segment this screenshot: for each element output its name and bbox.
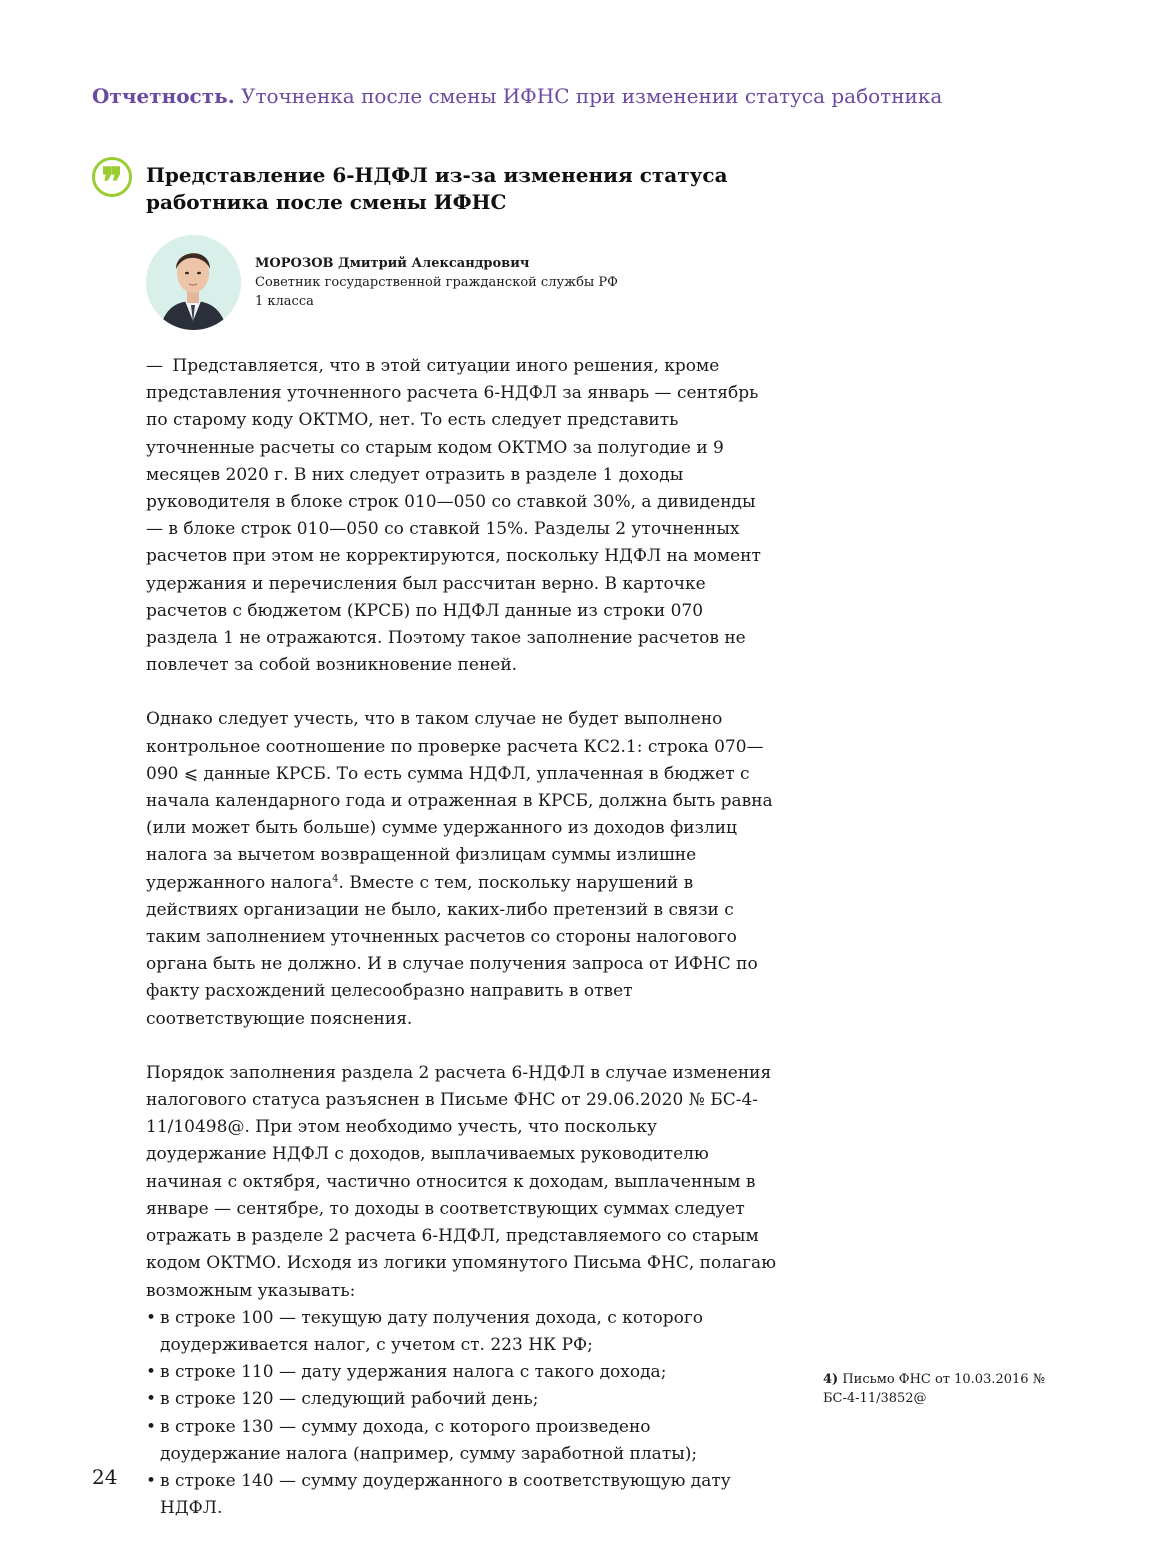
author-name: МОРОЗОВ Дмитрий Александрович [255,256,530,271]
paragraph-3 [146,1060,776,1305]
running-header [92,82,1092,110]
author-position: Советник государственной гражданской службы РФ [255,275,618,290]
article-body [146,353,776,1522]
footnote-number: 4) [823,1372,839,1387]
paragraph-1-text: Представляется, что в этой ситуации иного решения, кроме представления уточненного расчета 6-НДФЛ за январь — сентябрь по старому коду ОКТМО, нет. То есть следует представить уточненные расчеты со старым кодом ОКТМО за полугодие и 9 месяцев 2020 г. В них следует отразить в разделе 1 доходы руководителя в блоке строк 010—050 со ставкой 30%, а дивиденды — в блоке строк 010—050 со ставкой 15%. Разделы 2 уточненных расчетов при этом не корректируются, поскольку НДФЛ на момент удержания и перечисления был рассчитан верно. В карточке расчетов с бюджетом (КРСБ) по НДФЛ данные из строки 070 раздела 1 не отражаются. Поэтому такое заполнение расчетов не повлечет за собой возникновение пеней. [146,356,761,676]
header-title: Уточненка после смены ИФНС при изменении статуса работника [241,84,943,108]
list-item: • в строке 100 — текущую дату получения дохода, с которого доудерживается налог, с учетом ст. 223 НК РФ; [146,1305,776,1359]
quote-icon: ❞ [92,157,132,197]
list-item: • в строке 130 — сумму дохода, с которого произведено доудержание налога (например, сумму заработной платы); [146,1414,776,1468]
author-block [255,254,675,311]
footnote-ref[interactable]: 4 [332,873,339,884]
header-section: Отчетность. [92,84,235,108]
dash: — [146,356,163,376]
list-item: • в строке 140 — сумму доудержанного в соответствующую дату НДФЛ. [146,1468,776,1522]
paragraph-3-text: Порядок заполнения раздела 2 расчета 6-НДФЛ в случае изменения налогового статуса разъяснен в Письме ФНС от 29.06.2020 № БС-4-11/10498@. При этом необходимо учесть, что поскольку доудержание НДФЛ с доходов, выплачиваемых руководителю начиная с октября, частично относится к доходам, выплаченным в январе — сентябре, то доходы в соответствующих суммах следует отражать в разделе 2 расчета 6-НДФЛ, представляемого со старым кодом ОКТМО. Исходя из логики упомянутого Письма ФНС, полагаю возможным указывать: [146,1062,776,1301]
list-item: • в строке 120 — следующий рабочий день; [146,1386,776,1413]
paragraph-2-text-a: Однако следует учесть, что в таком случае не будет выполнено контрольное соотношение по проверке расчета КС2.1: строка 070—090 ⩽ данные КРСБ. То есть сумма НДФЛ, уплаченная в бюджет с начала календарного года и отраженная в КРСБ, должна быть равна (или может быть больше) сумме удержанного из доходов физлиц налога за вычетом возвращенной физлицам суммы излишне удержанного налога [146,709,773,893]
article-title: Представление 6-НДФЛ из-за изменения статуса работника после смены ИФНС [146,163,728,214]
author-avatar [146,235,241,330]
paragraph-2 [146,706,776,1032]
paragraph-1 [146,353,776,679]
page-number: 24 [92,1465,118,1489]
list-item: • в строке 110 — дату удержания налога с такого дохода; [146,1359,776,1386]
footnote-text: Письмо ФНС от 10.03.2016 № БС-4-11/3852@ [823,1372,1045,1406]
author-rank: 1 класса [255,294,314,309]
author-portrait [146,235,241,330]
bullet-list [146,1305,776,1523]
footnote [823,1370,1083,1408]
paragraph-2-text-b: . Вместе с тем, поскольку нарушений в действиях организации не было, каких-либо претензий в связи с таким заполнением уточненных расчетов со стороны налогового органа быть не должно. И в случае получения запроса от ИФНС по факту расхождений целесообразно направить в ответ соответствующие пояснения. [146,872,758,1029]
